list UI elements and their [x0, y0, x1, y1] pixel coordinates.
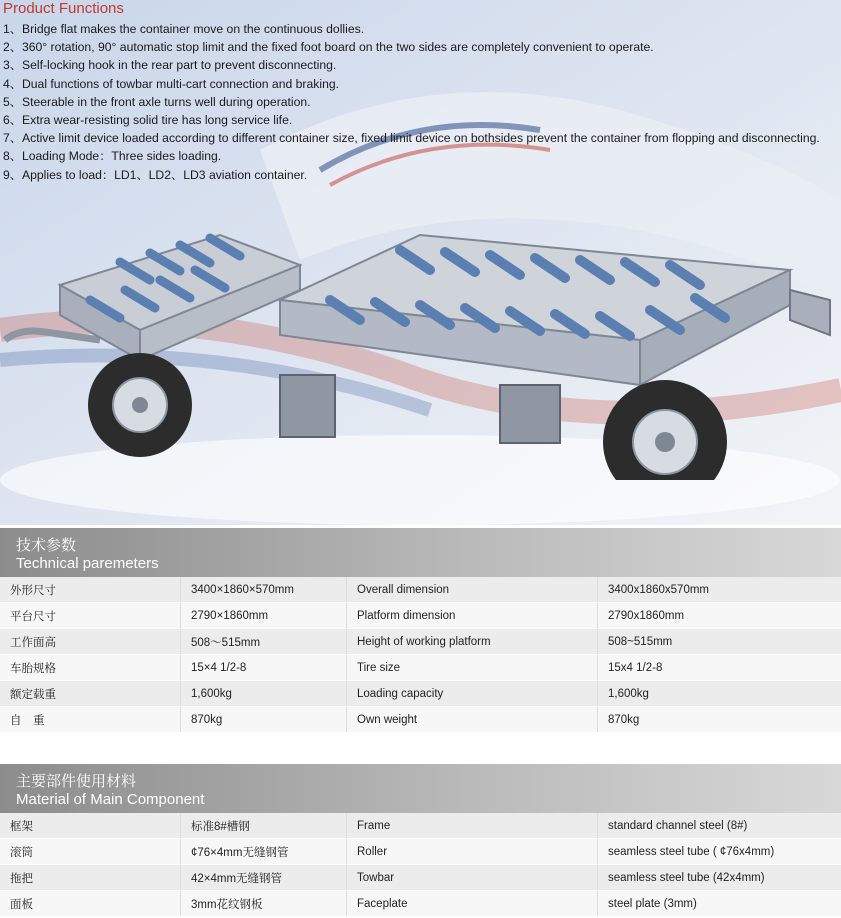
function-item: 6、Extra wear-resisting solid tire has long service life. — [3, 113, 293, 128]
en-label-cell: Loading capacity — [347, 681, 598, 707]
zh-label-cell: 工作面高 — [0, 629, 181, 655]
function-item: 8、Loading Mode：Three sides loading. — [3, 149, 222, 164]
function-item: 1、Bridge flat makes the container move on the continuous dollies. — [3, 22, 365, 36]
section-title-en: Technical paremeters — [16, 555, 159, 572]
table-row — [0, 891, 841, 917]
en-value-cell: seamless steel tube (42x4mm) — [598, 865, 841, 891]
technical-parameters-header — [0, 528, 841, 577]
en-value-cell: 508~515mm — [598, 629, 841, 655]
en-value-cell: 15x4 1/2-8 — [598, 655, 841, 681]
table-row — [0, 629, 841, 655]
function-item: 7、Active limit device loaded according to different container size, fixed limit device on bothsides prevent the container from flopping and disconnecting. — [3, 131, 820, 146]
table-row — [0, 839, 841, 865]
table-row — [0, 603, 841, 629]
function-item: 9、Applies to load：LD1、LD2、LD3 aviation container. — [3, 167, 308, 182]
section-title-zh: 技术参数 — [16, 537, 77, 554]
zh-value-cell: 508～515mm — [181, 629, 347, 655]
table-row — [0, 681, 841, 707]
zh-label-cell: 额定载重 — [0, 681, 181, 707]
en-value-cell: steel plate (3mm) — [598, 891, 841, 917]
en-label-cell: Roller — [347, 839, 598, 865]
zh-value-cell: 870kg — [181, 707, 347, 733]
zh-value-cell: 3mm花纹钢板 — [181, 891, 347, 917]
table-row — [0, 577, 841, 603]
zh-label-cell: 面板 — [0, 891, 181, 917]
en-value-cell: 3400x1860x570mm — [598, 577, 841, 603]
zh-label-cell: 框架 — [0, 813, 181, 839]
en-value-cell: seamless steel tube ( ¢76x4mm) — [598, 839, 841, 865]
table-row — [0, 813, 841, 839]
function-item: 5、Steerable in the front axle turns well during operation. — [3, 94, 311, 109]
en-label-cell: Towbar — [347, 865, 598, 891]
zh-value-cell: 2790×1860mm — [181, 603, 347, 629]
en-value-cell: 870kg — [598, 707, 841, 733]
en-label-cell: Tire size — [347, 655, 598, 681]
function-item: 3、Self-locking hook in the rear part to prevent disconnecting. — [3, 58, 337, 73]
en-label-cell: Faceplate — [347, 891, 598, 917]
zh-value-cell: 3400×1860×570mm — [181, 577, 347, 603]
zh-value-cell: 42×4mm无缝钢管 — [181, 865, 347, 891]
zh-value-cell: 15×4 1/2-8 — [181, 655, 347, 681]
zh-value-cell: ¢76×4mm无缝钢管 — [181, 839, 347, 865]
zh-label-cell: 拖把 — [0, 865, 181, 891]
en-label-cell: Platform dimension — [347, 603, 598, 629]
table-row — [0, 655, 841, 681]
zh-value-cell: 1,600kg — [181, 681, 347, 707]
product-functions-heading: Product Functions — [3, 0, 124, 17]
zh-label-cell: 自 重 — [0, 707, 181, 733]
zh-label-cell: 滚筒 — [0, 839, 181, 865]
en-label-cell: Own weight — [347, 707, 598, 733]
en-label-cell: Height of working platform — [347, 629, 598, 655]
section-title-zh: 主要部件使用材料 — [16, 773, 137, 790]
material-header — [0, 764, 841, 813]
en-label-cell: Overall dimension — [347, 577, 598, 603]
section-title-en: Material of Main Component — [16, 791, 205, 808]
technical-parameters-table — [0, 577, 841, 733]
function-item: 4、Dual functions of towbar multi-cart connection and braking. — [3, 76, 340, 91]
material-section — [0, 764, 841, 917]
en-value-cell: 2790x1860mm — [598, 603, 841, 629]
zh-label-cell: 车胎规格 — [0, 655, 181, 681]
container-dolly-image — [0, 220, 841, 480]
technical-parameters-section — [0, 528, 841, 733]
material-table — [0, 813, 841, 917]
zh-value-cell: 标准8#槽钢 — [181, 813, 347, 839]
zh-label-cell: 平台尺寸 — [0, 603, 181, 629]
table-row — [0, 865, 841, 891]
en-value-cell: standard channel steel (8#) — [598, 813, 841, 839]
table-row — [0, 707, 841, 733]
zh-label-cell: 外形尺寸 — [0, 577, 181, 603]
product-functions-list — [3, 20, 839, 184]
function-item: 2、360° rotation, 90° automatic stop limit and the fixed foot board on the two sides are completely convenient to operate. — [3, 40, 654, 55]
en-value-cell: 1,600kg — [598, 681, 841, 707]
en-label-cell: Frame — [347, 813, 598, 839]
